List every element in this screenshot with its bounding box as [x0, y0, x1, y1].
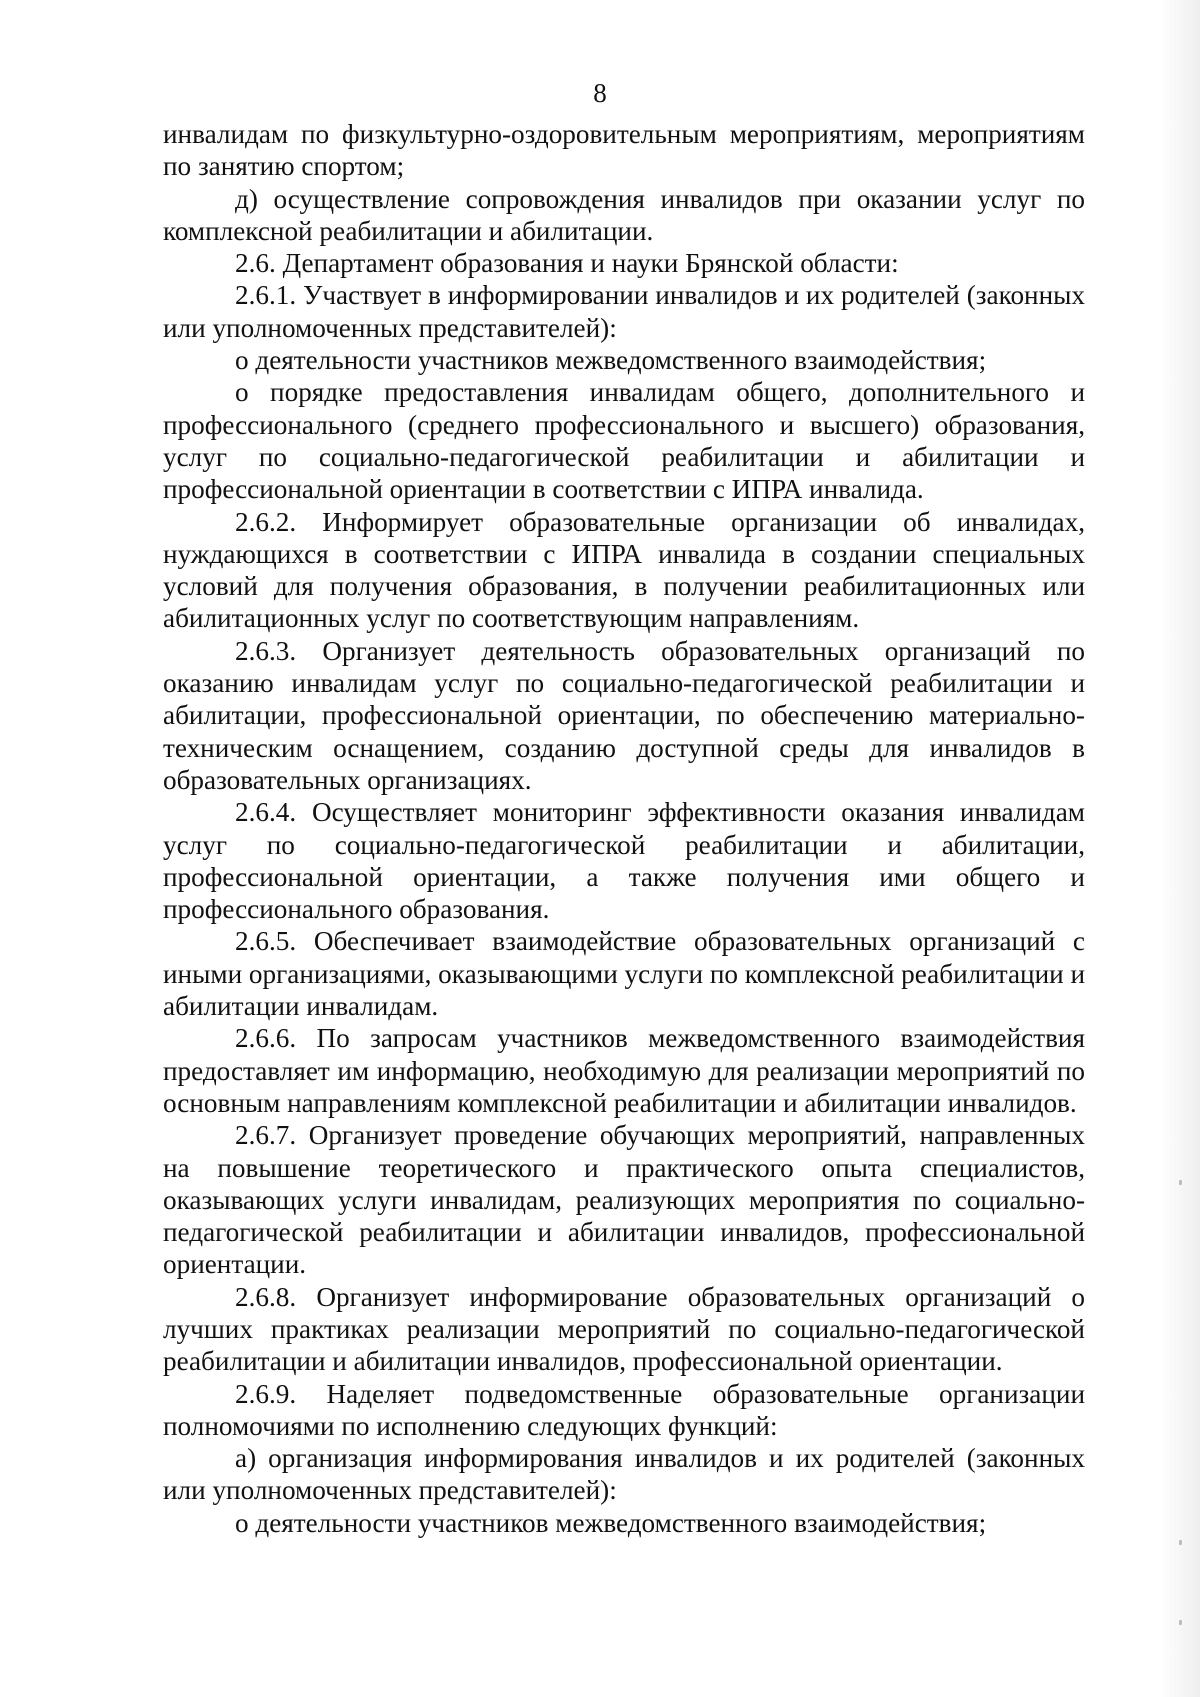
paragraph: 2.6.9. Наделяет подведомственные образовательные организации полномочиями по исполнению следующих функций: — [163, 1378, 1085, 1441]
paragraph: 2.6. Департамент образования и науки Брянской области: — [235, 248, 899, 279]
scan-artifact — [1179, 1540, 1182, 1545]
paragraph: 2.6.3. Организует деятельность образовательных организаций по оказанию инвалидам услуг по социально-педагогической реабилитации и абилитации, профессиональной ориентации, по обеспечению материально-техническим оснащением, созданию доступной среды для инвалидов в образовательных организациях. — [163, 635, 1085, 795]
document-body — [163, 118, 1085, 1539]
scan-edge-shadow — [1160, 0, 1200, 1697]
paragraph: о порядке предоставления инвалидам общего, дополнительного и профессионального (среднего профессионального и высшего) образования, услуг по социально-педагогической реабилитации и абилитации и профессиональной ориентации в соответствии с ИПРА инвалида. — [163, 377, 1085, 505]
paragraph: д) осуществление сопровождения инвалидов при оказании услуг по комплексной реабилитации и абилитации. — [163, 183, 1085, 246]
paragraph: 2.6.1. Участвует в информировании инвалидов и их родителей (законных или уполномоченных представителей): — [163, 280, 1085, 343]
paragraph: 2.6.8. Организует информирование образовательных организаций о лучших практиках реализации мероприятий по социально-педагогической реабилитации и абилитации инвалидов, профессиональной ориентации. — [163, 1281, 1085, 1377]
paragraph: о деятельности участников межведомственного взаимодействия; — [235, 1507, 987, 1538]
paragraph: 2.6.7. Организует проведение обучающих мероприятий, направленных на повышение теоретического и практического опыта специалистов, оказывающих услуги инвалидам, реализующих мероприятия по социально-педагогической реабилитации и абилитации инвалидов, профессиональной ориентации. — [163, 1120, 1085, 1280]
paragraph: о деятельности участников межведомственного взаимодействия; — [235, 345, 987, 376]
paragraph: 2.6.5. Обеспечивает взаимодействие образовательных организаций с иными организациями, оказывающими услуги по комплексной реабилитации и абилитации инвалидам. — [163, 926, 1086, 1022]
page-number: 8 — [593, 78, 607, 108]
paragraph: инвалидам по физкультурно-оздоровительным мероприятиям, мероприятиям по занятию спортом; — [163, 119, 1085, 182]
paragraph: 2.6.2. Информирует образовательные организации об инвалидах, нуждающихся в соответствии с ИПРА инвалида в создании специальных условий для получения образования, в получении реабилитационных или абилитационных услуг по соответствующим направлениям. — [163, 506, 1085, 634]
paragraph: а) организация информирования инвалидов и их родителей (законных или уполномоченных представителей): — [163, 1443, 1085, 1506]
paragraph: 2.6.4. Осуществляет мониторинг эффективности оказания инвалидам услуг по социально-педагогической реабилитации и абилитации, профессиональной ориентации, а также получения ими общего и профессионального образования. — [163, 797, 1085, 925]
scan-artifact — [1179, 1180, 1182, 1185]
scan-artifact — [1179, 1620, 1182, 1625]
paragraph: 2.6.6. По запросам участников межведомственного взаимодействия предоставляет им информацию, необходимую для реализации мероприятий по основным направлениям комплексной реабилитации и абилитации инвалидов. — [163, 1023, 1085, 1118]
